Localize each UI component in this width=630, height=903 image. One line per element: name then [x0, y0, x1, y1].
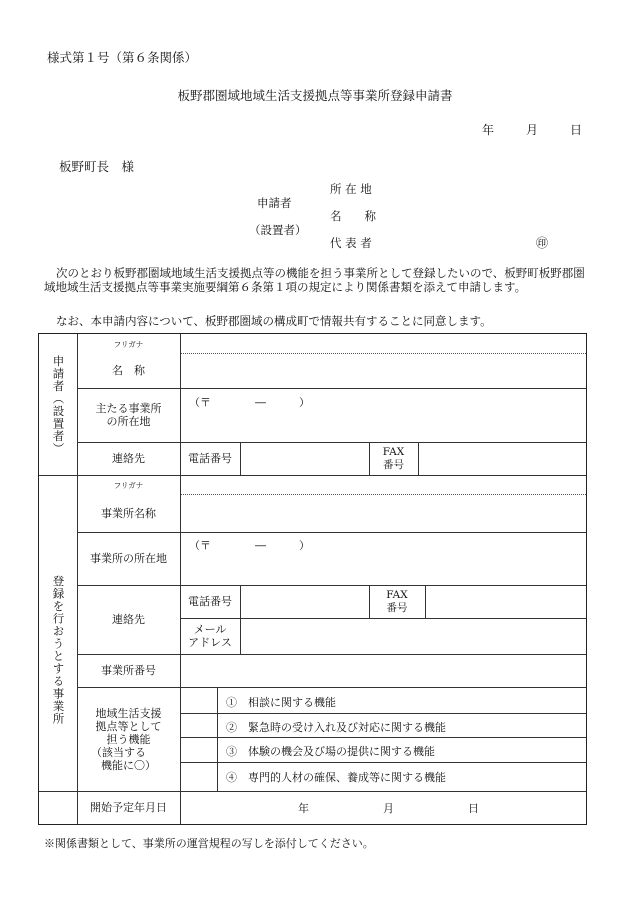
phone-field[interactable] [240, 442, 369, 475]
fax-label-line2: 番号 [383, 458, 404, 471]
row-divider [180, 762, 586, 763]
function-3-label: ③ 体験の機会及び場の提供に関する機能 [226, 745, 435, 758]
furigana-label: フリガナ [113, 480, 144, 490]
phone-label: 電話番号 [188, 452, 232, 465]
email-field[interactable] [240, 618, 586, 654]
office-name-label: 事業所名称 [101, 506, 156, 520]
office-phone-field[interactable] [240, 585, 369, 618]
function-label [77, 687, 180, 791]
address-label: 所 在 地 [330, 182, 372, 196]
row-divider [180, 713, 586, 714]
date-month: 月 [525, 123, 538, 137]
office-phone-label: 電話番号 [188, 595, 232, 608]
function-2-label: ② 緊急時の受け入れ及び対応に関する機能 [226, 721, 446, 734]
function-label-line: 担う機能 [106, 732, 151, 746]
founder-label: （設置者） [249, 223, 307, 237]
office-contact-label: 連絡先 [112, 613, 145, 626]
office-address-label: 事業所の所在地 [90, 552, 167, 565]
function-label-line: 機能に〇） [101, 758, 156, 772]
function-label-line: （該当する [91, 745, 146, 759]
fax-label-line1: FAX [382, 445, 405, 458]
applicant-name-label: 名 称 [112, 364, 145, 377]
start-month-label: 月 [383, 802, 394, 815]
section-divider [39, 475, 586, 476]
function-2-checkbox[interactable] [180, 713, 217, 737]
office-fax-label [369, 585, 425, 618]
email-label-line1: メール [193, 623, 227, 636]
function-label-line: 地域生活支援 [95, 706, 162, 720]
footnote: ※関係書類として、事業所の運営規程の写しを添付してください。 [44, 837, 374, 850]
function-1-label: ① 相談に関する機能 [226, 696, 336, 709]
function-3-checkbox[interactable] [180, 737, 217, 762]
application-date [450, 121, 582, 138]
date-year: 年 [481, 123, 494, 137]
main-office-label-line1: 主たる事業所 [95, 402, 162, 415]
body-paragraph-1: 次のとおり板野郡圏域地域生活支援拠点等の機能を担う事業所として登録したいので、板野町板野郡圏域地域生活支援拠点等事業実施要綱第６条第１項の規定により関係書類を添えて申請します。 [44, 266, 585, 294]
addressee: 板野町長 様 [59, 159, 135, 174]
office-fax-label-line1: FAX [386, 588, 408, 601]
email-label [180, 618, 240, 654]
date-day: 日 [569, 123, 582, 137]
seal-mark: ㊞ [536, 236, 549, 250]
name-label: 名 称 [330, 209, 376, 223]
row-divider [180, 737, 586, 738]
email-label-line2: アドレス [188, 636, 232, 649]
application-table [38, 333, 587, 825]
function-1-checkbox[interactable] [180, 687, 217, 713]
main-office-label-line2: の所在地 [106, 415, 151, 428]
function-label-line: 拠点等として [95, 719, 162, 733]
function-4-label: ④ 専門的人材の確保、養成等に関する機能 [226, 771, 446, 784]
office-number-field[interactable] [180, 654, 586, 687]
fax-label [369, 442, 418, 475]
office-fax-field[interactable] [425, 585, 586, 618]
start-day-label: 日 [468, 802, 479, 815]
furigana-label: フリガナ [113, 339, 144, 349]
document-title: 板野郡圏域地域生活支援拠点等事業所登録申請書 [177, 88, 453, 103]
representative-label: 代 表 者 [330, 236, 372, 250]
applicant-side-label: 申請者（設置者） [51, 354, 66, 455]
body-paragraph-2: なお、本申請内容について、板野郡圏域の構成町で情報共有することに同意します。 [56, 314, 492, 328]
main-office-address-label [77, 388, 180, 442]
column-divider [217, 687, 218, 791]
office-side-label: 登録を行おうとする事業所 [51, 574, 66, 725]
fax-field[interactable] [418, 442, 586, 475]
start-year-label: 年 [298, 802, 309, 815]
furigana-divider [180, 353, 586, 354]
postal-code-field[interactable]: （〒 ― ） [189, 396, 310, 409]
contact-label: 連絡先 [112, 452, 145, 465]
office-number-label: 事業所番号 [101, 664, 156, 677]
office-name-field[interactable] [180, 494, 586, 532]
function-4-checkbox[interactable] [180, 762, 217, 791]
office-postal-code-field[interactable]: （〒 ― ） [189, 539, 310, 552]
office-fax-label-line2: 番号 [386, 601, 408, 614]
form-number: 様式第１号（第６条関係） [47, 50, 198, 65]
start-date-label: 開始予定年月日 [90, 801, 167, 814]
applicant-label: 申請者 [257, 196, 292, 210]
